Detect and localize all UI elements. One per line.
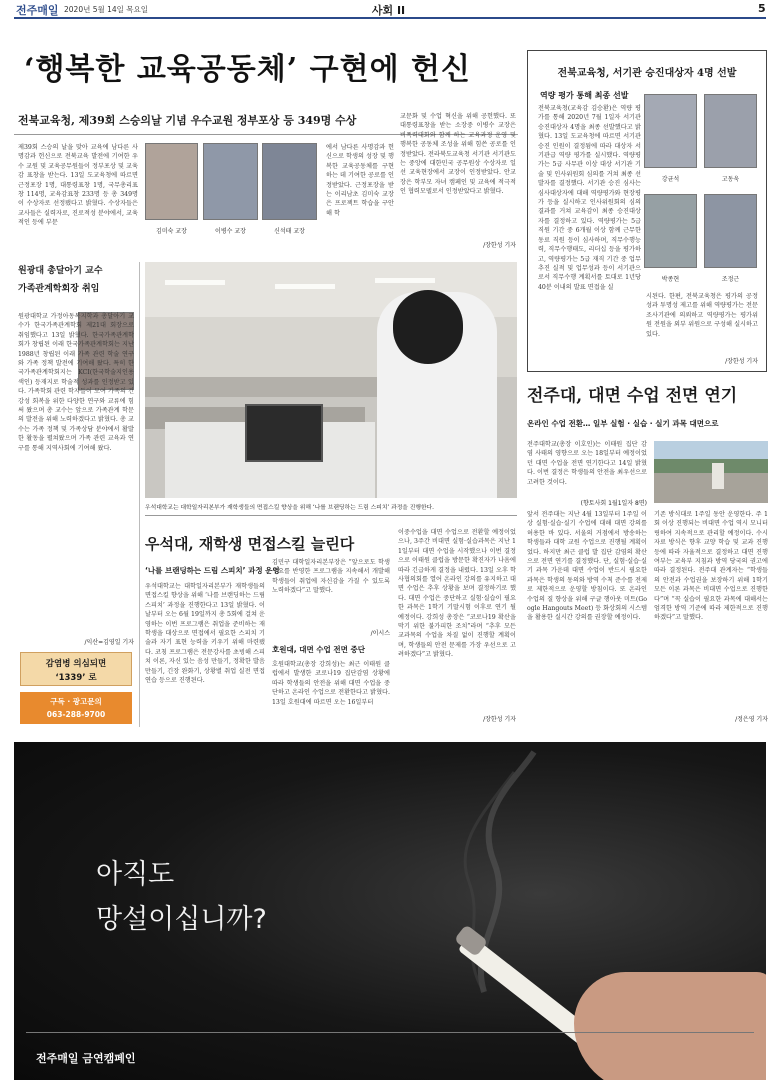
ceiling-light	[165, 280, 225, 285]
promo-body-1: 전북교육청(교육감 김승환)은 역량 평가를 통해 2020년 7월 1일자 서기관 승진대상자 4명을 최종 선발했다고 밝혔다. 13일 도교육청에 따르면 서기관 승진 인원이 결정됨에 따라 대상자 서기관급 역량 평가를 실시했다. 역량평가는 5급 사무관 이상 대상 서기관 기술 및 인사위원회 심의를 거쳐 최종 선발자를 결정했다. 서기관 승진 심사는 심사대상자에 대해 역량평가와 현장평가 등을 실시하고 인사위원회의 심의 결과를 거쳐 교육감이 최종 승진대상자를 결정하고 있다. 역량평가는 5급 직원 기간 중 6개월 이상 함께 근무한 동료 직원 등이 심사하며, 직무수행능력, 직무수행태도, 리더십 등을 평가하고, 역량평가는 5급 재직 기간 중 업무 추진 실적 및 업무성과 등이 서기관으로서 직무수행 계획서를 토대로 1년당 40분 이내의 발표 면접을 실	[538, 105, 641, 291]
classroom-body-2: 김민구 대학일자리본부장은 “앞으로도 학생 수요를 반영한 프로그램을 지속해서 개발해 학생들이 취업에 자신감을 가질 수 있도록 노력하겠다”고 말했다.	[272, 559, 390, 595]
profile-byline: /익산=김영일 기자	[84, 639, 134, 646]
jeonju-headline: 전주대, 대면 수업 전면 연기	[527, 386, 738, 406]
classroom-headline: 우석대, 재학생 면접스킬 늘린다	[145, 535, 355, 553]
photo-caption: 신석태 교장	[274, 228, 305, 235]
classroom-body-1: 우석대학교는 대학일자리본부가 재학생들의 면접스킬 향상을 위해 ‘나를 브랜딩하는 드림 스피치’ 과정을 진행한다고 13일 밝혔다. 이날부터 오는 6월 19일까지 총 5회에 걸쳐 운영하는 이번 프로그램은 취업을 준비하는 재학생을 대상으로 면접에서 필요한 스피치 기술과 자기 표현 능력을 키우기 위해 마련됐다. 코칭 프로그램은 전문강사를 초빙해 스피치 이론, 자신 있는 음성 만들기, 정확한 발음 만들기, 긴장 완화기, 상황별 취업 실전 면접 연습 등으로 진행된다.	[145, 583, 265, 685]
campaign-footer-rule	[26, 1032, 754, 1033]
classroom-byline-4: /장한성 기자	[483, 716, 516, 723]
profile-body: 원광대학교 가정아동복지학과 총달아기 교수가 한국가족관계학회 제21대 회장으로 취임했다고 13일 밝혔다. 한국가족관계학회가 창립된 이래 한국가족관계학회는 지난 1988년 창립된 이래 가족 관련 학술 연구와 가족 정책 발전에 기여해 왔다. 특히 한국가족관계학회지는 KCI(한국학술지인용색인) 등재지로 학술적 성과를 인정받고 있다. 가족학회 관련 학자들이 모여 가족의 건강성 회복을 위한 다양한 연구와 교류에 힘써 왔으며 총 교수는 앞으로 가족관계 학문의 발전을 위해 노력하겠다고 밝혔다. 총 교수는 가족 정책 및 가족상담 분야에서 활발한 활동을 펼쳐왔으며 가족 관련 교육과 연구를 통해 지역사회에 기여해 왔다.	[18, 313, 134, 452]
column-divider	[139, 262, 140, 727]
lead-headline: ‘행복한 교육공동체’ 구현에 헌신	[24, 52, 471, 87]
ceiling-light	[275, 284, 335, 289]
campaign-banner	[14, 742, 766, 1080]
campaign-footer: 전주매일 금연캠페인	[36, 1052, 136, 1065]
jeonju-body-2: 앞서 전주대는 지난 4월 13일부터 1주일 이상 실험·실습·실기 수업에 대해 대면 강의를 허용한 바 있다. 서울의 거점에서 방송하는 학생들과 대학 교원 수업으로 진행될 계획이었다. 하지만 최근 클럽 발 집단 감염의 확산으로 전면 연기를 결정했다. 단, 실험·실습·실기 과목 가운데 대면 수업이 반드시 필요한 과목은 학생의 동의와 방역 수칙 준수를 전제로 제한적으로 운영할 방침이다. 또 온라인 수업의 질 향상을 위해 구글 행아웃 미트(Google Hangouts Meet) 등 화상회의 시스템을 활용한 실시간 강의를 권장할 예정이다.	[527, 511, 647, 622]
portrait-photo	[644, 194, 697, 268]
classroom-photo	[145, 262, 517, 498]
campus-tower	[712, 463, 724, 489]
photo-caption: 강균석	[661, 176, 680, 183]
jeonju-byline: /정은영 기자	[735, 716, 768, 723]
monitor	[245, 404, 323, 462]
photo-caption: 이병수 교장	[215, 228, 246, 235]
promo-byline: /장한성 기자	[725, 358, 758, 365]
portrait-photo	[704, 94, 757, 168]
jeonju-subhead: 온라인 수업 전환… 일부 실험 · 실습 · 실기 과목 대면으로	[527, 419, 719, 428]
classroom-body-3: 호원대학교(총장 강희성)는 최근 이태원 클럽에서 발생한 코로나19 집단감염 상황에 따라 학생들의 안전을 위해 대면 수업을 중단하고 온라인 수업으로 전환한다고 밝혔다. 13일 호원대에 따르면 오는 16일부터	[272, 661, 390, 706]
campus-buildings	[654, 473, 768, 503]
lead-body-3: 교문화 및 수업 혁신을 위해 공헌했다. 또 대통령표창을 받는 소장중 이병수 교장은 비폭력대화와 함께 하는 교육과정 운영 및 행복한 공동체 조성을 위해 힘쓴 공로를 인정받았다. 전라북도교육청 서기관 서기관도는 중앙에 대한민국 공무원상 수상자로 일선 교육현장에서 교장이 인정받았다. 안교장은 학부모 자녀 캠페인 및 교육에 적극적인 협력모델로서 인정받았다고 밝혔다.	[400, 113, 516, 196]
photo-caption: 박종현	[661, 276, 680, 283]
profile-headline	[18, 262, 103, 298]
portrait-photo	[644, 94, 697, 168]
photo-caption: 고동욱	[721, 176, 740, 183]
classroom-body-4: 이중수업을 대면 수업으로 전환할 예정이었으나, 3주간 비대면 실험·실습과목은 지난 11일부터 대면 수업을 시작했으나 이번 결정으로 이태원 클럽을 방문한 확진자가 나옴에 따라 긴급하게 결정을 내렸다. 13일 오후 학사협의회를 열어 온라인 강의를 유지하고 대면 수업은 추후 상황을 보며 결정하기로 했다. 대면 수업은 중단하고 실험·실습이 필요한 과목은 1학기 기말시험 이후로 연기 될 예정이다. 강희성 총장은 “코로나19 확산을 막기 위한 불가피한 조치”라며 “추후 모든 교과목의 수업을 차질 없이 진행할 계획이며, 학생들의 안전 문제를 가장 우선으로 고려하겠다”고 밝혔다.	[398, 529, 516, 659]
subscription-box	[20, 692, 132, 724]
classroom-subhead-2: 호원대, 대면 수업 전면 중단	[272, 645, 365, 654]
classroom-byline-2: /이시스	[370, 630, 390, 637]
paper-name: 전주매일	[16, 4, 59, 17]
section-rule	[145, 515, 517, 516]
promo-body-2: 시된다. 한편, 전북교육청은 평가의 공정성과 투명성 제고를 위해 역량평가는 전문 조사기관에 의뢰하고 역량평가는 평가위원 전원을 외부 위원으로 구성해 실시하고 있다.	[646, 293, 758, 338]
jeonju-body-3: 기존 방식대로 1주일 동안 운영한다. 주 1회 이상 진행되는 비대면 수업 역시 모니터링하여 지속적으로 관리할 예정이다. 수시자료 방식은 향후 교양 학습 및 교과 진행 등에 따라 자율적으로 결정하고 대면 진행 여부는 교육부 지침과 방역 당국의 권고에 따라 결정된다. 전주대 관계자는 “학생들의 안전과 수업권을 보장하기 위해 1학기 모든 이론 과목은 비대면 수업으로 진행한다”며 “꼭 실습이 필요한 과목에 대해서는 엄격한 방역 기준에 따라 제한적으로 진행하겠다”고 말했다.	[654, 511, 768, 622]
campus-photo	[654, 441, 768, 503]
lead-body-1: 제39회 스승의 날을 맞아 교육에 남다른 사명감과 헌신으로 전북교육 발전에 기여한 우수 교원 및 교육공무원들이 정부포상 및 교육감 표창을 받는다. 13일 도교육청에 따르면 근정포장 1명, 대통령표창 1명, 국무총리표창 114명, 교육감표창 233명 등 총 349명이 수상자로 선정됐다고 밝혔다. 수상자들은 교사들은 실력자로, 진로적성 분야에서, 교육적인 등에 부문	[18, 144, 138, 227]
section-name: 사회 II	[371, 4, 406, 17]
subscription-phone: 063-288-9700	[46, 710, 106, 719]
portrait-photo	[704, 194, 757, 268]
lead-byline: /장한성 기자	[483, 242, 516, 249]
profile-headline-line: 가족관계학회장 취임	[18, 284, 100, 294]
portrait-photo	[262, 143, 317, 220]
hotline-line: 감염병 의심되면	[45, 659, 107, 669]
classroom-subhead: ‘나를 브랜딩하는 드림 스피치’ 과정 운영	[145, 566, 280, 575]
campaign-line-2: 망설이십니까?	[96, 904, 267, 935]
photo-caption: 김미숙 교장	[156, 228, 187, 235]
portrait-photo	[145, 143, 198, 220]
classroom-photo-caption: 우석대학교는 대학일자리본부가 재학생들의 면접스킬 향상을 위해 ‘나를 브랜딩하는 드림 스피치’ 과정을 진행한다.	[145, 505, 434, 511]
ceiling-light	[375, 278, 435, 283]
page-number: 5	[758, 2, 766, 15]
hand	[574, 972, 766, 1080]
jeonju-photo-caption: (향토사회 1월1일자 8면)	[580, 500, 647, 507]
campaign-line-1: 아직도	[96, 859, 175, 890]
desk-row	[145, 377, 385, 397]
lead-body-2: 에서 남다른 사명감과 헌신으로 학생의 성장 및 행복한 교육공동체를 구현하는 데 기여한 공로를 인정받았다. 근정포장을 받는 이리남초 김미숙 교장은 프로젝트 학습을 구안해 학	[326, 144, 394, 217]
photo-caption: 조정근	[721, 276, 740, 283]
masthead-rule	[14, 17, 766, 19]
promo-headline: 전북교육청, 서기관 승진대상자 4명 선발	[557, 68, 737, 79]
promo-subhead: 역량 평가 통해 최종 선발	[540, 91, 629, 100]
hotline-ad	[20, 652, 132, 686]
hotline-line: ‘1339’ 로	[55, 673, 97, 683]
portrait-photo	[203, 143, 258, 220]
jeonju-body-1: 전주대학교(총장 이호인)는 이태원 집단 감염 사태의 영향으로 오는 18일부터 예정이었던 대면 수업을 전면 연기한다고 14일 밝혔다. 이번 결정은 학생들의 안전을 최우선으로 고려한 것이다.	[527, 441, 647, 486]
masthead	[0, 0, 777, 18]
campus-hills	[654, 459, 768, 473]
subscription-line: 구독 · 광고문의	[50, 697, 102, 706]
profile-headline-line: 원광대 총달아기 교수	[18, 266, 103, 276]
lead-subhead: 전북교육청, 제39회 스승의날 기념 우수교원 정부포상 등 349명 수상	[18, 114, 357, 127]
speaker-hair	[393, 290, 463, 364]
issue-date: 2020년 5월 14일 목요일	[64, 5, 149, 14]
